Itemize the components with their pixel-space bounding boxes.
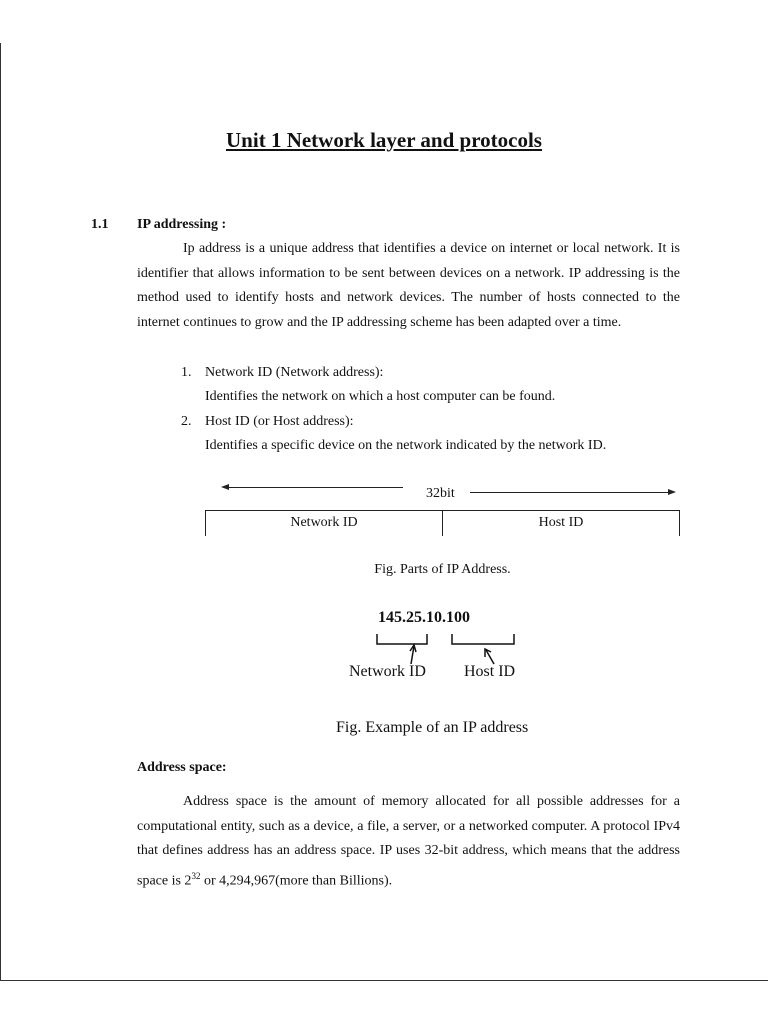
address-space-text-end: or 4,294,967(more than Billions). [200, 873, 393, 889]
address-space-text: Address space is the amount of memory allocated for all possible addresses for a computational entity, such as a device, a file, a server, or a networked computer. A protocol IPv4 that defines address has an address space. IP uses 32-bit address, which means that the address space is 2 [137, 794, 680, 889]
address-space-heading: Address space: [137, 760, 227, 775]
bit-arrow-line-left [228, 487, 403, 488]
host-bracket [452, 634, 514, 644]
bit-arrow-line-right [470, 492, 670, 493]
list-label: Network ID (Network address): [205, 365, 384, 380]
example-ip-address: 145.25.10.100 [378, 609, 470, 626]
figure1-caption: Fig. Parts of IP Address. [374, 562, 511, 577]
host-id-cell: Host ID [538, 515, 584, 530]
ip-addressing-paragraph: Ip address is a unique address that identifies a device on internet or local network. It is identifier that allows information to be sent between devices on a network. IP addressing is the method used to identify hosts and network devices. The number of hosts connected to the internet continues to grow and the IP addressing scheme has been adapted over a time. [137, 241, 680, 330]
bit-width-label: 32bit [426, 486, 455, 501]
exponent: 32 [191, 870, 201, 881]
list-description: Identifies a specific device on the network indicated by the network ID. [205, 438, 607, 453]
network-bracket [377, 634, 427, 644]
host-id-label: Host ID [464, 663, 516, 680]
list-number: 1. [181, 365, 192, 380]
section-heading: IP addressing : [137, 217, 227, 232]
network-id-cell: Network ID [206, 511, 443, 536]
address-space-paragraph [137, 790, 680, 894]
arrow-right-icon [668, 489, 676, 495]
list-description: Identifies the network on which a host computer can be found. [205, 389, 556, 404]
page-title: Unit 1 Network layer and protocols [226, 128, 542, 152]
list-label: Host ID (or Host address): [205, 414, 354, 429]
list-number: 2. [181, 414, 192, 429]
network-id-label: Network ID [349, 663, 426, 680]
figure2-caption: Fig. Example of an IP address [336, 719, 529, 736]
list-item-network-id [181, 361, 383, 386]
section-number: 1.1 [91, 217, 109, 232]
list-item-host-id [181, 410, 354, 435]
ip-address-parts-box [205, 510, 680, 536]
ip-brackets-diagram [370, 626, 520, 668]
